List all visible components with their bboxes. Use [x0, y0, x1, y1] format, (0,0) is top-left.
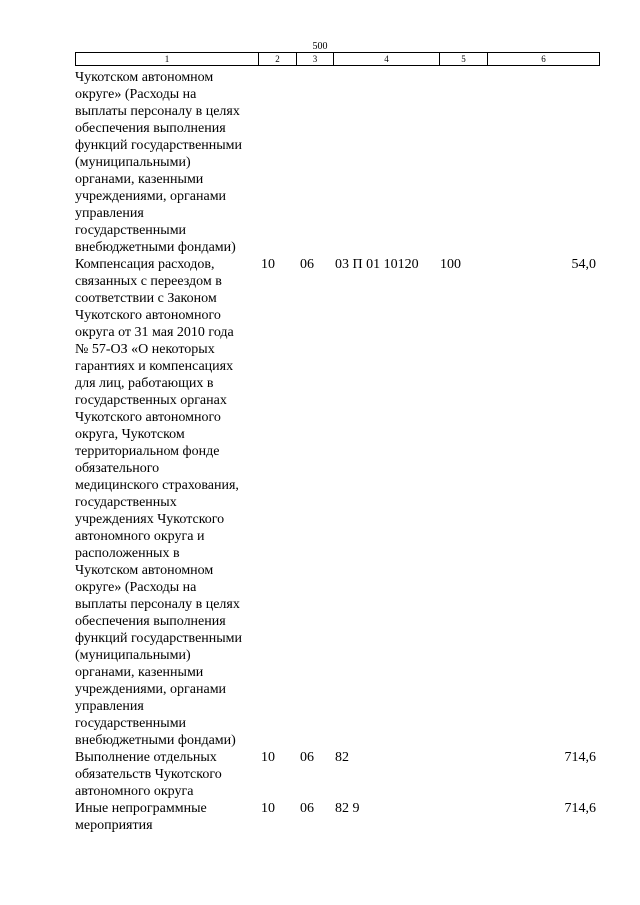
table-row — [75, 749, 600, 800]
row-expense-type: 100 — [440, 257, 461, 272]
row-target-article: 03 П 01 10120 — [335, 257, 419, 272]
row-name: Иные непрограммные мероприятия — [75, 801, 207, 833]
row-subsection: 06 — [300, 257, 314, 272]
row-subsection: 06 — [300, 801, 314, 816]
header-col-1: 1 — [76, 53, 259, 65]
header-col-5: 5 — [440, 53, 488, 65]
table-row — [75, 69, 600, 256]
row-name: Выполнение отдельных обязательств Чукотского автономного округа — [75, 750, 222, 799]
row-name: Компенсация расходов, связанных с переездом в соответствии с Законом Чукотского автономного округа от 31 мая 2010 года № 57-ОЗ «О некоторых гарантиях и компенсациях для лиц, работающих в государственных органах Чукотского автономного округа, Чукотском территориальном фонде обязательного медицинского страхования, государственных учреждениях Чукотского автономного округа и расположенных в Чукотском автономном округе» (Расходы на выплаты персоналу в целях обеспечения выполнения функций государственными (муниципальными) органами, казенными учреждениями, органами управления государственными внебюджетными фондами) — [75, 257, 243, 748]
row-subsection: 06 — [300, 750, 314, 765]
header-col-3: 3 — [297, 53, 334, 65]
row-name: Чукотском автономном округе» (Расходы на выплаты персоналу в целях обеспечения выполнения функций государственными (муниципальными) органами, казенными учреждениями, органами управления государственными внебюджетными фондами) — [75, 70, 243, 255]
page-number: 500 — [312, 41, 328, 52]
row-target-article: 82 9 — [335, 801, 360, 816]
header-col-2: 2 — [259, 53, 297, 65]
row-amount: 714,6 — [564, 801, 596, 816]
header-col-4: 4 — [334, 53, 440, 65]
table-row — [75, 256, 600, 749]
row-amount: 54,0 — [571, 257, 596, 272]
table-row — [75, 800, 600, 834]
table-header-row — [75, 52, 600, 66]
row-target-article: 82 — [335, 750, 349, 765]
header-col-6: 6 — [541, 54, 546, 64]
row-section: 10 — [261, 750, 275, 765]
row-section: 10 — [261, 801, 275, 816]
table-body — [75, 69, 600, 834]
row-amount: 714,6 — [564, 750, 596, 765]
row-section: 10 — [261, 257, 275, 272]
